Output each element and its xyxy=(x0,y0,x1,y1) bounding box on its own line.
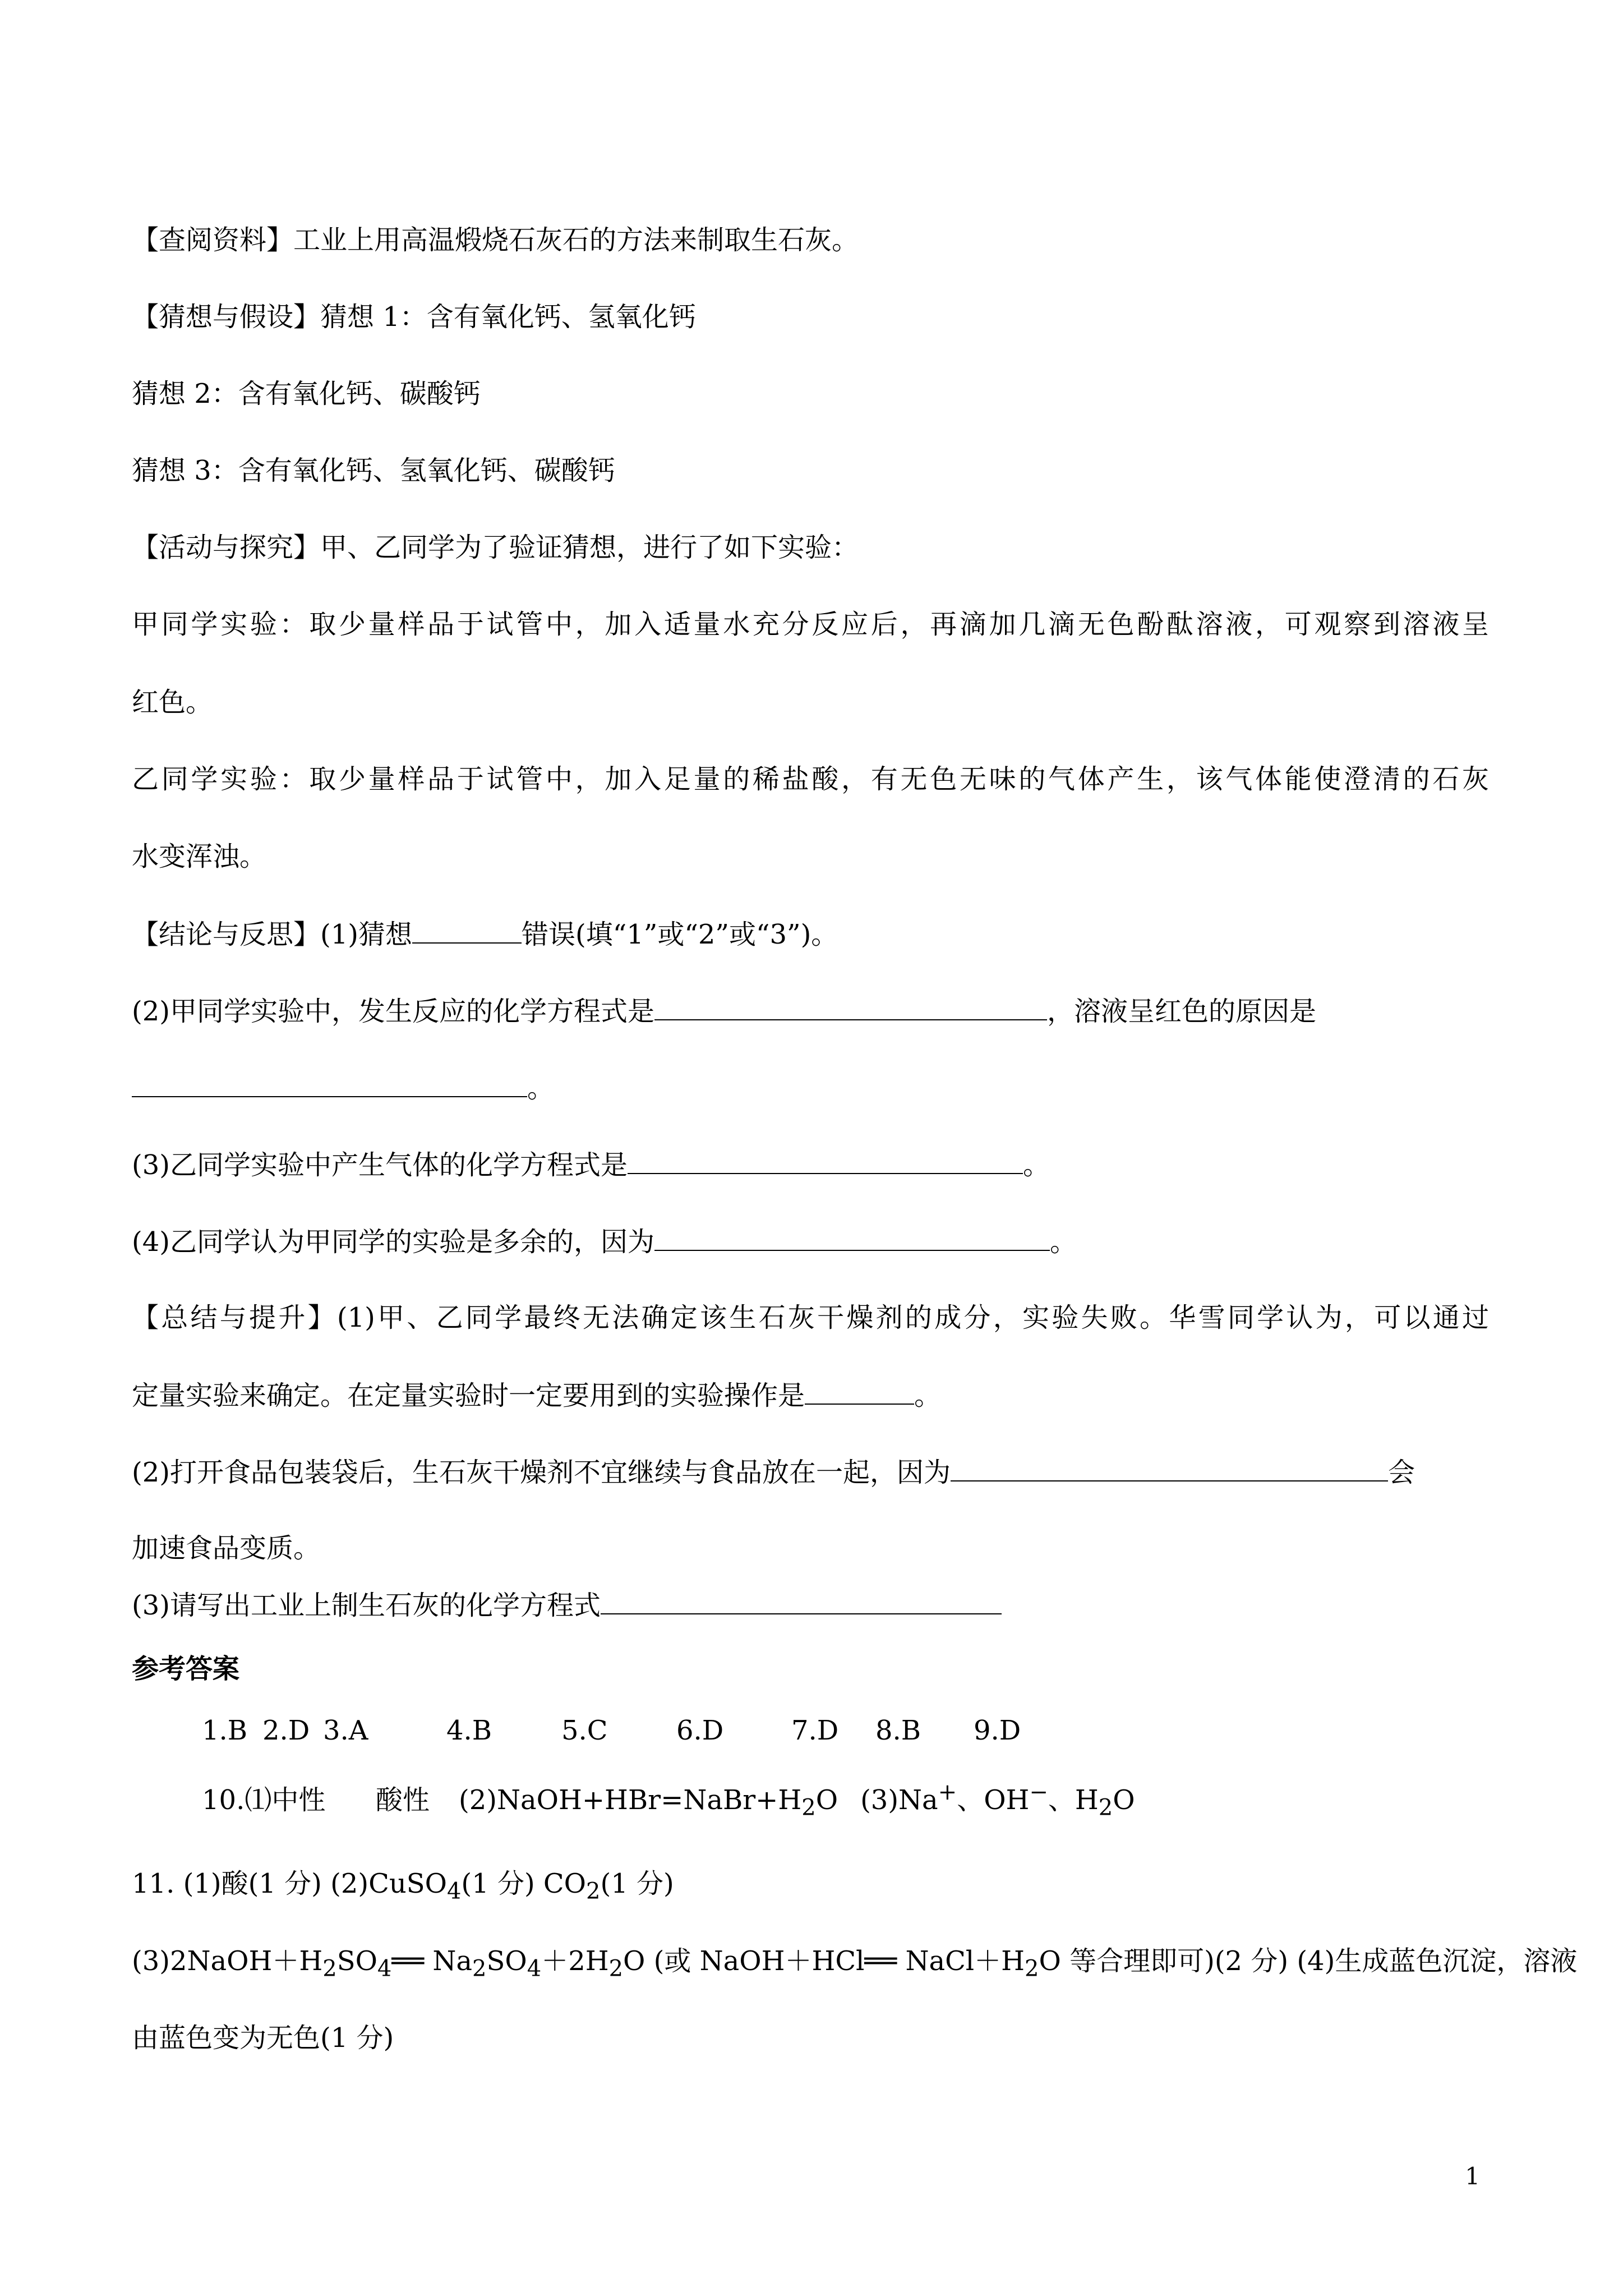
answers-heading: 参考答案 xyxy=(132,1653,240,1685)
answer-item: 2.D xyxy=(262,1715,310,1746)
text-line: 水变浑浊。 xyxy=(132,841,267,872)
answer-blank[interactable] xyxy=(805,1378,914,1405)
text-line: 【总结与提升】(1)甲、乙同学最终无法确定该生石灰干燥剂的成分，实验失败。华雪同学认为，可以通过 xyxy=(132,1302,1489,1333)
question-line xyxy=(132,1224,1077,1259)
text: 。 xyxy=(1023,1149,1050,1181)
text-line: 猜想 2：含有氧化钙、碳酸钙 xyxy=(132,378,481,409)
text: (2)甲同学实验中，发生反应的化学方程式是 xyxy=(132,996,654,1027)
answer-item: $(2)NaOH+HBr=NaBr+H_2O$ xyxy=(459,1784,838,1821)
answer-item: 9.D xyxy=(974,1715,1021,1746)
text: ，溶液呈红色的原因是 xyxy=(1047,996,1317,1027)
text: 。 xyxy=(914,1380,942,1411)
text: 【结论与反思】(1)猜想 xyxy=(132,919,412,950)
answer-blank[interactable] xyxy=(654,993,1047,1020)
answer-blank[interactable] xyxy=(951,1455,1388,1481)
question-line xyxy=(132,1147,1050,1182)
answer-item: 3.A xyxy=(323,1715,368,1746)
answer-item: 1.B xyxy=(202,1715,248,1746)
text: (4)乙同学认为甲同学的实验是多余的，因为 xyxy=(132,1226,654,1258)
answer-line: 11. (1)酸(1 分) (2)CuSO$_4$(1 分) $CO_2(1$ 分) xyxy=(132,1868,674,1904)
text: 定量实验来确定。在定量实验时一定要用到的实验操作是 xyxy=(132,1380,805,1411)
text: 。 xyxy=(1050,1226,1077,1258)
text: 。 xyxy=(527,1073,555,1104)
question-line xyxy=(132,1378,941,1412)
answer-blank[interactable] xyxy=(628,1147,1023,1174)
answer-item: 酸性 xyxy=(376,1784,430,1816)
text-line: 【活动与探究】甲、乙同学为了验证猜想，进行了如下实验： xyxy=(132,532,859,563)
answer-item: 8.B xyxy=(875,1715,921,1746)
text-line: 【查阅资料】工业上用高温煅烧石灰石的方法来制取生石灰。 xyxy=(132,224,859,256)
answer-item: 10.⑴中性 xyxy=(202,1784,326,1816)
answer-item: 5.C xyxy=(561,1715,608,1746)
answer-blank[interactable] xyxy=(601,1588,1002,1614)
answer-item: 4.B xyxy=(446,1715,492,1746)
question-line xyxy=(132,1070,554,1105)
question-line xyxy=(132,1588,1002,1622)
answer-row xyxy=(202,1775,1135,1825)
text-line: 猜想 3：含有氧化钙、氢氧化钙、碳酸钙 xyxy=(132,455,615,486)
question-line xyxy=(132,993,1316,1028)
text-line: 红色。 xyxy=(132,687,213,718)
question-line xyxy=(132,917,838,951)
answer-blank[interactable] xyxy=(412,917,522,944)
answer-blank[interactable] xyxy=(654,1224,1050,1251)
answer-item: (3)Na+、OH−、$H_2O$ xyxy=(860,1779,1135,1821)
text: 会 xyxy=(1388,1457,1415,1488)
answer-item: 6.D xyxy=(676,1715,724,1746)
text: (2)打开食品包装袋后，生石灰干燥剂不宜继续与食品放在一起，因为 xyxy=(132,1457,951,1488)
answer-line: 由蓝色变为无色(1 分) xyxy=(132,2022,394,2054)
answer-blank[interactable] xyxy=(132,1070,527,1097)
text-line: 乙同学实验：取少量样品于试管中，加入足量的稀盐酸，有无色无味的气体产生，该气体能使澄清的石灰 xyxy=(132,763,1489,795)
answer-item: 7.D xyxy=(791,1715,839,1746)
answer-row xyxy=(202,1714,1021,1747)
text-line: 加速食品变质。 xyxy=(132,1533,321,1564)
page-number: 1 xyxy=(1465,2162,1480,2190)
question-line xyxy=(132,1455,1415,1489)
text: (3)乙同学实验中产生气体的化学方程式是 xyxy=(132,1149,628,1181)
text: (3)请写出工业上制生石灰的化学方程式 xyxy=(132,1590,601,1621)
text-line: 【猜想与假设】猜想 1：含有氧化钙、氢氧化钙 xyxy=(132,301,696,333)
answer-line: $(3)2NaOH+H_2SO_4══$ $Na_2SO_4+2H_2O$ (或 NaOH＋HCl══ $NaCl+H_2O$ 等合理即可)(2 分) (4)生成蓝色沉淀，溶液 xyxy=(132,1945,1578,1982)
text-line: 甲同学实验：取少量样品于试管中，加入适量水充分反应后，再滴加几滴无色酚酞溶液，可观察到溶液呈 xyxy=(132,609,1489,640)
text: 错误(填“1”或“2”或“3”)。 xyxy=(522,919,838,950)
